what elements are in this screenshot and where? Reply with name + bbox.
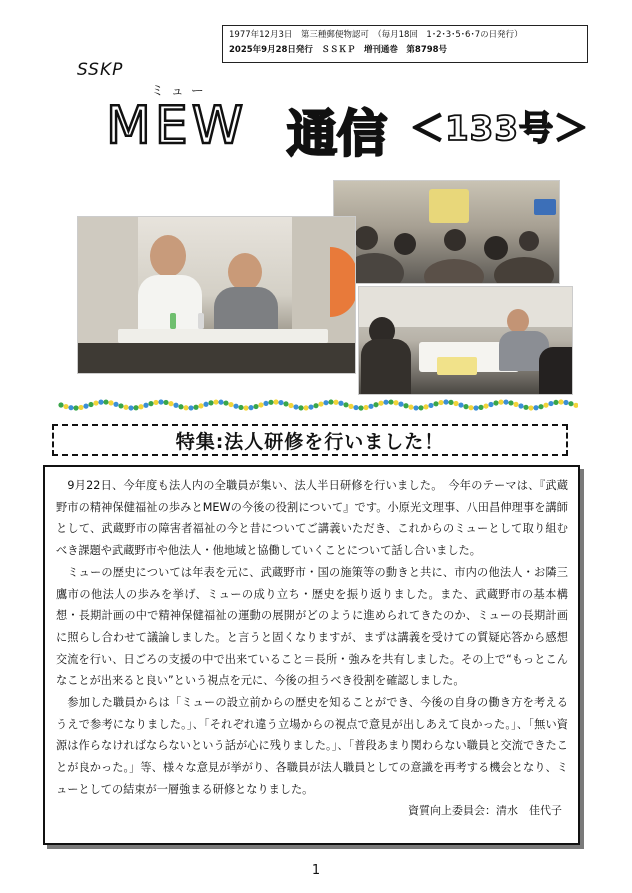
article-paragraph-2: ミューの歴史については年表を元に、武蔵野市・国の施策等の動きと共に、市内の他法人・お隣三鷹市の他法人の歩みを挙げ、ミューの成り立ち・歴史を振り返りました。また、武蔵野市の基本構想・長期計画の中で精神保健福祉の運動の展開がどのように進められてきたのか、ミューの長期計画に照らし合わせて議論しました。と言うと固くなりますが、まずは講義を受けての質疑応答から感想交流を行い、日ごろの支援の中で出来ていること＝長所・強みを共有しました。その上で“もっとこんなことが出来ると良い”という視点を元に、今後の担うべき役割を確認しました。: [56, 565, 568, 688]
divider-dot: [263, 401, 268, 406]
divider-dot: [258, 402, 263, 407]
article-signature: 資質向上委員会：清水 佳代子: [408, 803, 562, 817]
divider-dot: [353, 405, 358, 410]
newsletter-title-mew: MEW: [106, 96, 248, 156]
divider-dot: [183, 405, 188, 410]
divider-dot: [83, 404, 88, 409]
divider-dot: [123, 405, 128, 410]
divider-dot: [173, 403, 178, 408]
page-number: 1: [311, 863, 321, 878]
divider-dot: [233, 404, 238, 409]
divider-dot: [158, 399, 163, 404]
divider-dot: [108, 400, 113, 405]
divider-dot: [553, 400, 558, 405]
divider-dot: [133, 405, 138, 410]
divider-dot: [253, 404, 258, 409]
divider-dot: [478, 405, 483, 410]
divider-dot: [428, 403, 433, 408]
divider-dot: [98, 400, 103, 405]
divider-dot: [493, 400, 498, 405]
divider-dot: [323, 400, 328, 405]
article-paragraph-1: 9月22日、今年度も法人内の全職員が集い、法人半日研修を行いました。 今年のテーマは、『武蔵野市の精神保健福祉の歩みとMEWの今後の役割について』です。小原光文理事、八田昌伸理事を講師として、武蔵野市の障害者福祉の今と昔についてご講義いただき、これからのミューとして取り組むべき課題や武蔵野市や他法人・他地域と協働していくことについて話し合いました。: [56, 479, 568, 558]
mew-ruby-text: ミュー: [151, 84, 211, 99]
divider-dot: [453, 401, 458, 406]
publication-info-line2: 2025年9月28日発行 ＳＳＫＰ 増刊通巻 第8798号: [229, 45, 448, 55]
divider-dot: [363, 405, 368, 410]
article-paragraph-3: 参加した職員からは「ミューの設立前からの歴史を知ることができ、今後の自身の働き方を考えるうえで参考になりました。」、「それぞれ違う立場からの視点で意見が出しあえて良かった。」、「無い資源は作らなければならないという話が心に残りました。」、「普段あまり関わらない職員と交流できたことが良かった。」等、様々な意見が挙がり、各職員が法人職員としての意識を再考する機会となり、ミューとしての結束が一層強まる研修となりました。: [56, 696, 568, 796]
divider-dot: [443, 399, 448, 404]
divider-dot: [298, 405, 303, 410]
issue-number: ＜133号＞: [410, 109, 589, 149]
decorative-divider: [58, 398, 578, 412]
headline: 特集:法人研修を行いました！: [175, 430, 445, 453]
divider-dot: [383, 400, 388, 405]
divider-dot: [238, 405, 243, 410]
divider-dot: [113, 402, 118, 407]
divider-dot: [433, 401, 438, 406]
divider-dot: [393, 400, 398, 405]
publication-info-box: [222, 25, 588, 63]
divider-dot: [273, 399, 278, 404]
divider-dot: [333, 400, 338, 405]
divider-dot: [463, 404, 468, 409]
divider-dot: [573, 403, 578, 408]
divider-dot: [403, 403, 408, 408]
divider-dot: [138, 404, 143, 409]
divider-dot: [378, 401, 383, 406]
photo-table-discussion: [358, 286, 573, 395]
divider-dot: [278, 400, 283, 405]
divider-dot: [518, 403, 523, 408]
divider-dot: [73, 405, 78, 410]
divider-dot: [243, 405, 248, 410]
divider-dot: [523, 405, 528, 410]
divider-dot: [213, 399, 218, 404]
divider-dot: [88, 402, 93, 407]
divider-dot: [318, 401, 323, 406]
divider-dot: [368, 404, 373, 409]
divider-dot: [148, 401, 153, 406]
headline-box: [52, 424, 568, 456]
divider-dot: [423, 404, 428, 409]
divider-dot: [63, 404, 68, 409]
divider-dot: [348, 404, 353, 409]
divider-dot: [563, 400, 568, 405]
divider-dot: [568, 401, 573, 406]
divider-dot: [373, 402, 378, 407]
divider-dot: [188, 405, 193, 410]
divider-dot: [178, 404, 183, 409]
divider-dot: [548, 401, 553, 406]
divider-dot: [293, 404, 298, 409]
divider-dot: [313, 403, 318, 408]
divider-dot: [558, 399, 563, 404]
publication-info-line1: 1977年12月3日 第三種郵便物認可 （毎月18回 1･2･3･5･6･7の日発行）: [229, 30, 523, 40]
divider-dot: [438, 400, 443, 405]
divider-dot: [508, 400, 513, 405]
divider-dot: [153, 400, 158, 405]
divider-dot: [198, 403, 203, 408]
divider-dot: [328, 399, 333, 404]
divider-dot: [458, 402, 463, 407]
divider-dot: [538, 404, 543, 409]
divider-dot: [398, 402, 403, 407]
divider-dot: [483, 403, 488, 408]
divider-dot: [203, 402, 208, 407]
divider-dot: [228, 402, 233, 407]
divider-dot: [283, 401, 288, 406]
divider-dot: [248, 405, 253, 410]
divider-dot: [68, 405, 73, 410]
newsletter-title-tsushin: 通信: [287, 105, 387, 163]
divider-dot: [513, 402, 518, 407]
divider-dot: [93, 400, 98, 405]
divider-dot: [468, 405, 473, 410]
divider-dot: [418, 405, 423, 410]
divider-dot: [498, 400, 503, 405]
divider-dot: [223, 400, 228, 405]
divider-dot: [503, 399, 508, 404]
divider-dot: [268, 400, 273, 405]
photo-group-discussion: [333, 180, 560, 284]
divider-dot: [473, 405, 478, 410]
article-body: [43, 465, 580, 845]
divider-dot: [118, 403, 123, 408]
divider-dot: [193, 405, 198, 410]
divider-dot: [543, 403, 548, 408]
divider-dot: [288, 403, 293, 408]
divider-dot: [218, 400, 223, 405]
divider-dot: [488, 402, 493, 407]
divider-dot: [528, 405, 533, 410]
divider-dot: [408, 405, 413, 410]
divider-dot: [533, 405, 538, 410]
divider-dot: [143, 403, 148, 408]
divider-dot: [343, 402, 348, 407]
divider-dot: [128, 405, 133, 410]
divider-dot: [308, 404, 313, 409]
divider-dot: [78, 405, 83, 410]
sskp-logo: SSKP: [77, 60, 124, 80]
divider-dot: [208, 400, 213, 405]
divider-dot: [168, 401, 173, 406]
divider-dot: [448, 400, 453, 405]
divider-dot: [163, 400, 168, 405]
divider-dot: [338, 401, 343, 406]
divider-dot: [58, 402, 63, 407]
photo-speakers: [77, 216, 356, 374]
divider-dot: [388, 399, 393, 404]
divider-dot: [358, 405, 363, 410]
divider-dot: [413, 405, 418, 410]
divider-dot: [103, 399, 108, 404]
divider-dot: [303, 405, 308, 410]
